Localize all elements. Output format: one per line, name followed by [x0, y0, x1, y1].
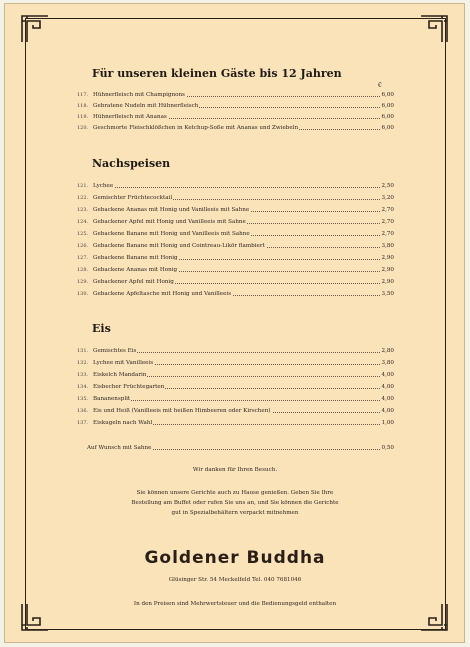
item-number: 133.	[77, 372, 89, 378]
item-name: Gebackene Banane mit Honig und Vanilleeis mit Sahne	[93, 231, 250, 237]
item-name: Hühnerfleisch mit Ananas	[93, 114, 167, 120]
item-name: Gebackene Banane mit Honig und Cointreau-Likör flambiert	[93, 243, 265, 249]
item-name: Lychee mit Vanilleeis	[93, 360, 154, 366]
item-name: Gebratene Nudeln mit Hühnerfleisch	[93, 103, 199, 109]
item-number: 129.	[77, 279, 89, 285]
item-price: 2,80	[381, 348, 394, 354]
menu-item	[77, 112, 394, 122]
menu-item	[77, 358, 394, 368]
item-price: 3,80	[381, 243, 394, 249]
thanks-text: Wir danken für Ihren Besuch.	[192, 467, 278, 473]
menu-page	[4, 3, 465, 643]
item-number: 125.	[77, 231, 89, 237]
item-number: 120.	[77, 125, 89, 131]
item-price: 3,50	[381, 291, 394, 297]
item-name: Gebackene Banane mit Honig	[93, 255, 178, 261]
menu-item	[77, 101, 394, 111]
menu-item	[77, 265, 394, 275]
menu-item	[77, 241, 394, 251]
menu-content	[5, 4, 466, 644]
address-text: Glüsinger Str. 54 Meckelfeld Tel. 040 7681046	[168, 577, 302, 583]
item-price: 2,70	[381, 231, 394, 237]
menu-item	[77, 217, 394, 227]
takeaway-line-3: gut in Spezialbehältern verpackt mitnehmen	[171, 510, 299, 516]
item-price: 6,00	[381, 103, 394, 109]
item-price: 4,00	[381, 372, 394, 378]
item-price: 1,00	[381, 420, 394, 426]
menu-item	[77, 229, 394, 239]
menu-item	[77, 123, 394, 133]
item-number: 124.	[77, 219, 89, 225]
item-price: 4,00	[381, 408, 394, 414]
menu-item	[77, 277, 394, 287]
item-price: 6,00	[381, 114, 394, 120]
menu-item	[77, 181, 394, 191]
menu-item	[77, 418, 394, 428]
item-number: 137.	[77, 420, 89, 426]
menu-item	[77, 90, 394, 100]
item-name: Gemischtes Eis	[93, 348, 137, 354]
item-name: Hühnerfleisch mit Champignons	[93, 92, 185, 98]
item-price: 4,00	[381, 396, 394, 402]
item-name: Gemischter Früchtecocktail	[93, 195, 173, 201]
section-title-kids: Für unseren kleinen Gäste bis 12 Jahren	[92, 67, 342, 80]
item-price: 6,00	[381, 92, 394, 98]
item-price: 2,70	[381, 207, 394, 213]
item-name: Gebackene Ananas mit Honig	[93, 267, 178, 273]
item-number: 122.	[77, 195, 89, 201]
item-number: 136.	[77, 408, 89, 414]
menu-item	[77, 394, 394, 404]
restaurant-name: Goldener Buddha	[144, 548, 326, 568]
item-number: 119.	[77, 114, 89, 120]
item-number: 134.	[77, 384, 89, 390]
item-number: 121.	[77, 183, 89, 189]
menu-item	[77, 289, 394, 299]
item-name: Eiskugeln nach Wahl	[93, 420, 153, 426]
item-price: 6,00	[381, 125, 394, 131]
item-number: 132.	[77, 360, 89, 366]
item-name: Eiskelch Mandarin	[93, 372, 147, 378]
menu-item	[77, 406, 394, 416]
item-number: 128.	[77, 267, 89, 273]
extra-price: 0,50	[381, 445, 394, 451]
item-number: 123.	[77, 207, 89, 213]
extra-item	[87, 443, 394, 453]
item-price: 3,80	[381, 360, 394, 366]
item-name: Bananensplit	[93, 396, 131, 402]
item-price: 2,90	[381, 255, 394, 261]
item-name: Gebackene Apfeltasche mit Honig und Vanilleeis	[93, 291, 232, 297]
item-name: Gebackener Apfel mit Honig und Vanilleeis mit Sahne	[93, 219, 246, 225]
item-price: 2,50	[381, 183, 394, 189]
menu-item	[77, 193, 394, 203]
item-number: 127.	[77, 255, 89, 261]
extra-name: Auf Wunsch mit Sahne	[87, 445, 152, 451]
item-number: 131.	[77, 348, 89, 354]
item-name: Gebackener Apfel mit Honig	[93, 279, 174, 285]
section-title-desserts: Nachspeisen	[92, 157, 171, 170]
takeaway-line-2: Bestellung am Buffet oder rufen Sie uns an, und Sie können die Gerichte	[131, 500, 339, 506]
menu-item	[77, 253, 394, 263]
item-name: Lychee	[93, 183, 114, 189]
item-number: 118.	[77, 103, 89, 109]
footer-note: In den Preisen sind Mehrwertsteuer und die Bedienungsgeld enthalten	[133, 601, 337, 607]
item-name: Geschmorte Fleischklößchen in Ketchup-Soße mit Ananas und Zwiebeln	[93, 125, 299, 131]
item-price: 4,00	[381, 384, 394, 390]
item-price: 3,20	[381, 195, 394, 201]
item-number: 130.	[77, 291, 89, 297]
item-name: Eis und Heiß (Vanilleeis mit heißen Himbeeren oder Kirschen)	[93, 408, 271, 414]
item-name: Gebackene Ananas mit Honig und Vanilleeis mit Sahne	[93, 207, 250, 213]
item-number: 126.	[77, 243, 89, 249]
menu-item	[77, 382, 394, 392]
section-title-ice-cream: Eis	[92, 322, 111, 335]
currency-label: €	[378, 82, 382, 89]
item-number: 117.	[77, 92, 89, 98]
item-price: 2,70	[381, 219, 394, 225]
item-name: Eisbecher Früchtegarten	[93, 384, 165, 390]
menu-item	[77, 205, 394, 215]
takeaway-line-1: Sie können unsere Gerichte auch zu Hause genießen. Geben Sie Ihre	[136, 490, 334, 496]
menu-item	[77, 370, 394, 380]
item-number: 135.	[77, 396, 89, 402]
item-price: 2,90	[381, 279, 394, 285]
item-price: 2,90	[381, 267, 394, 273]
menu-item	[77, 346, 394, 356]
